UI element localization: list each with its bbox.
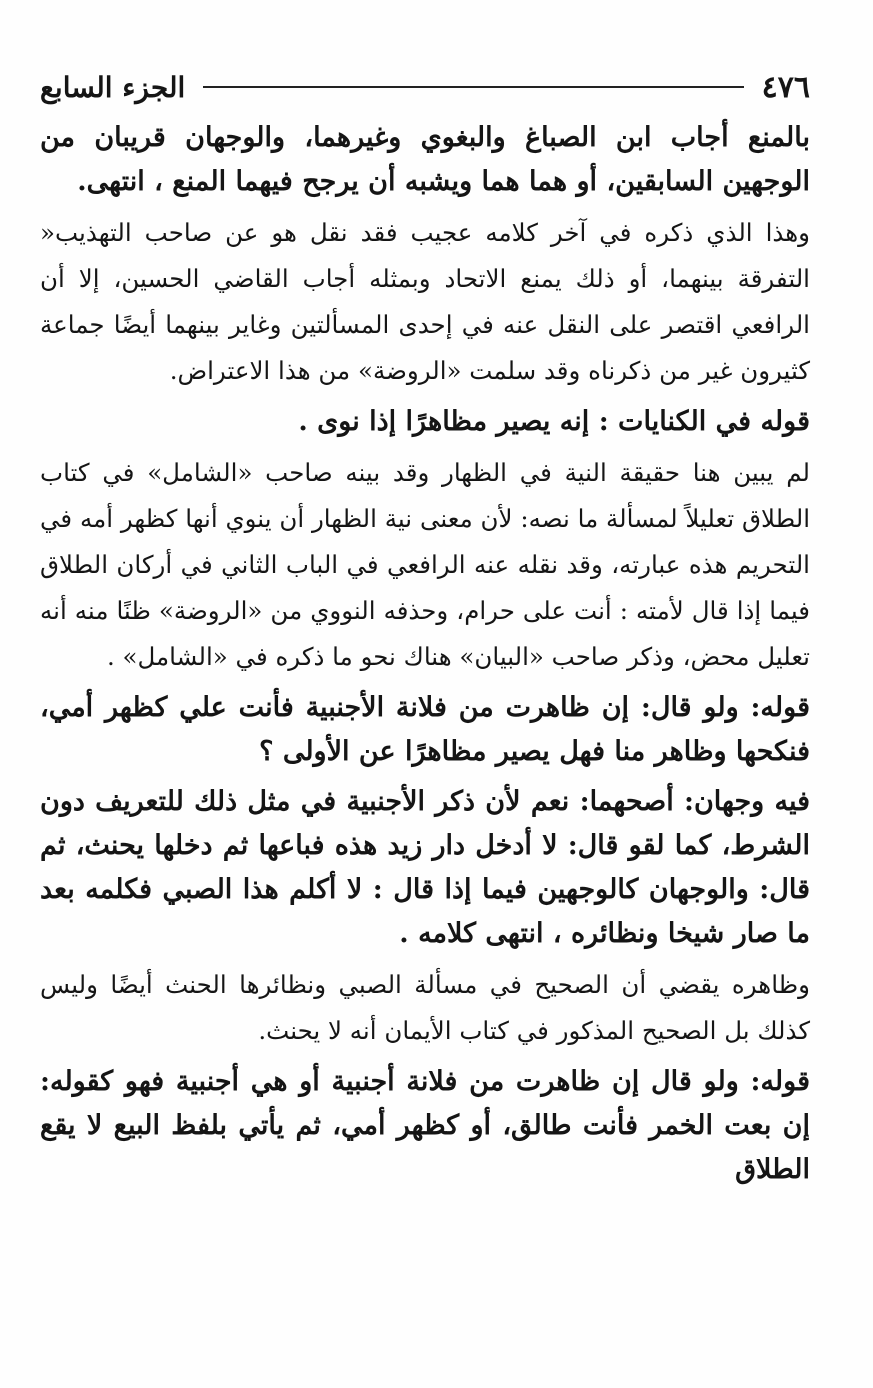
header-rule (203, 86, 743, 88)
part-title: الجزء السابع (40, 70, 186, 104)
body-paragraph-3: وظاهره يقضي أن الصحيح في مسألة الصبي ونظائرها الحنث أيضًا وليس كذلك بل الصحيح المذكور في كتاب الأيمان أنه لا يحنث. (40, 970, 810, 1045)
body-paragraph-2: لم يبين هنا حقيقة النية في الظهار وقد بينه صاحب «الشامل» في كتاب الطلاق تعليلاً لمسألة ما نصه: لأن معنى نية الظهار أن ينوي أنها كظهر أمه في التحريم هذه عبارته، وقد نقله عنه الرافعي في الباب الثاني في أركان الطلاق فيما إذا قال لأمته : أنت على حرام، وحذفه النووي من «الروضة» ظنًا منه أنه تعليل محض، وذكر صاحب «البيان» هناك نحو ما ذكره في «الشامل» . (40, 458, 810, 671)
quote-paragraph-2: قوله في الكنايات : إنه يصير مظاهرًا إذا نوى . (298, 406, 810, 437)
page-number: ٤٧٦ (761, 69, 810, 105)
quote-paragraph-1: بالمنع أجاب ابن الصباغ والبغوي وغيرهما، والوجهان قريبان من الوجهين السابقين، أو هما هما ويشبه أن يرجح فيهما المنع ، انتهى. (40, 122, 810, 197)
body-paragraph-1: وهذا الذي ذكره في آخر كلامه عجيب فقد نقل هو عن صاحب التهذيب« التفرقة بينهما، أو ذلك يمنع الاتحاد وبمثله أجاب القاضي الحسين، إلا أن الرافعي اقتصر على النقل عنه في إحدى المسألتين وغاير بينهما أيضًا جماعة كثيرون غير من ذكرناه وقد سلمت «الروضة» من هذا الاعتراض. (40, 218, 810, 385)
book-page (40, 58, 810, 1192)
quote-paragraph-4: فيه وجهان: أصحهما: نعم لأن ذكر الأجنبية في مثل ذلك للتعريف دون الشرط، كما لقو قال: لا أدخل دار زيد هذه فباعها ثم دخلها يحنث، ثم قال: والوجهان كالوجهين فيما إذا قال : لا أكلم هذا الصبي فكلمه بعد ما صار شيخا ونظائره ، انتهى كلامه . (40, 786, 810, 949)
quote-paragraph-3: قوله: ولو قال: إن ظاهرت من فلانة الأجنبية فأنت علي كظهر أمي، فنكحها وظاهر منا فهل يصير مظاهرًا عن الأولى ؟ (40, 692, 810, 767)
quote-paragraph-5: قوله: ولو قال إن ظاهرت من فلانة أجنبية أو هي أجنبية فهو كقوله: إن بعت الخمر فأنت طالق، أو كظهر أمي، ثم يأتي بلفظ البيع لا يقع الطلاق (40, 1066, 810, 1185)
running-header (40, 58, 810, 116)
